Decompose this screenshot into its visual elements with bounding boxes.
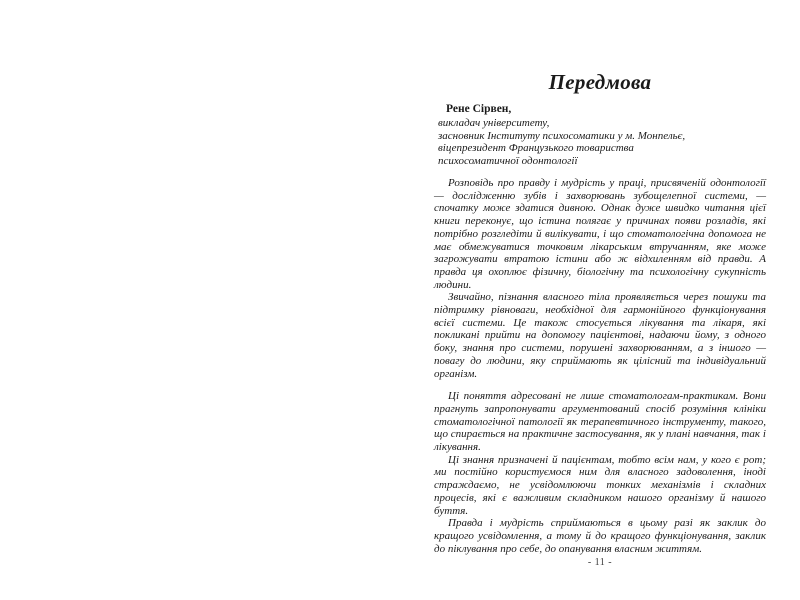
- author-credential: засновник Інституту психосоматики у м. Монпельє,: [438, 129, 686, 142]
- text-section: [434, 390, 766, 555]
- author-block: [434, 102, 766, 167]
- paragraph: Звичайно, пізнання власного тіла проявляється через пошуки та підтримку рівноваги, необхідної для гармонійного функціонування всієї системи. Це також стосується лікування та лікаря, які покликані прийти на допомогу пацієнтові, надаючи йому, з одного боку, знання про системи, порушені захворюванням, а з іншого — повагу до людини, яку сприймають як цілісний та індивідуальний організм.: [434, 291, 766, 380]
- paragraph: Ці знання призначені й пацієнтам, тобто всім нам, у кого є рот; ми постійно користуємося ним для власного задоволення, іноді страждаємо, не усвідомлюючи тонких механізмів і складних процесів, які є важливим складником нашого організму й нашого буття.: [434, 453, 766, 517]
- body-text: [434, 177, 766, 555]
- paragraph: Ці поняття адресовані не лише стоматологам-практикам. Вони прагнуть запропонувати аргументований спосіб розуміння клініки стоматологічної патології як терапевтичного інструменту, такого, що спирається на практичне застосування, як у плані навчання, так і лікування.: [434, 390, 766, 454]
- text-section: [434, 177, 766, 380]
- page-title: Передмова: [548, 70, 652, 94]
- author-credential: викладач університету,: [438, 117, 550, 129]
- author-credential: психосоматичної одонтології: [438, 154, 578, 167]
- page-number: - 11 -: [587, 557, 613, 568]
- paragraph: Правда і мудрість сприймаються в цьому разі як заклик до кращого усвідомлення, а тому й до кращого функціонування, заклик до піклування про себе, до опанування власним життям.: [434, 517, 766, 555]
- author-name: Рене Сірвен,: [446, 103, 512, 115]
- author-credential: віцепрезидент Французького товариства: [438, 142, 634, 154]
- paragraph: Розповідь про правду і мудрість у праці, присвяченій одонтології — дослідженню зубів і захворювань зубощелепної системи, — спочатку може здатися дивною. Однак дуже швидко читання цієї книги переконує, що істина полягає у причинах появи розладів, які потрібно розгледіти й вилікувати, і що стоматологічна допомога не має обмежуватися точковим лікарським втручанням, яке може загрожувати втратою істини або ж відхиленням від правди. А правда ця охоплює фізичну, біологічну та психологічну сукупність людини.: [434, 177, 766, 291]
